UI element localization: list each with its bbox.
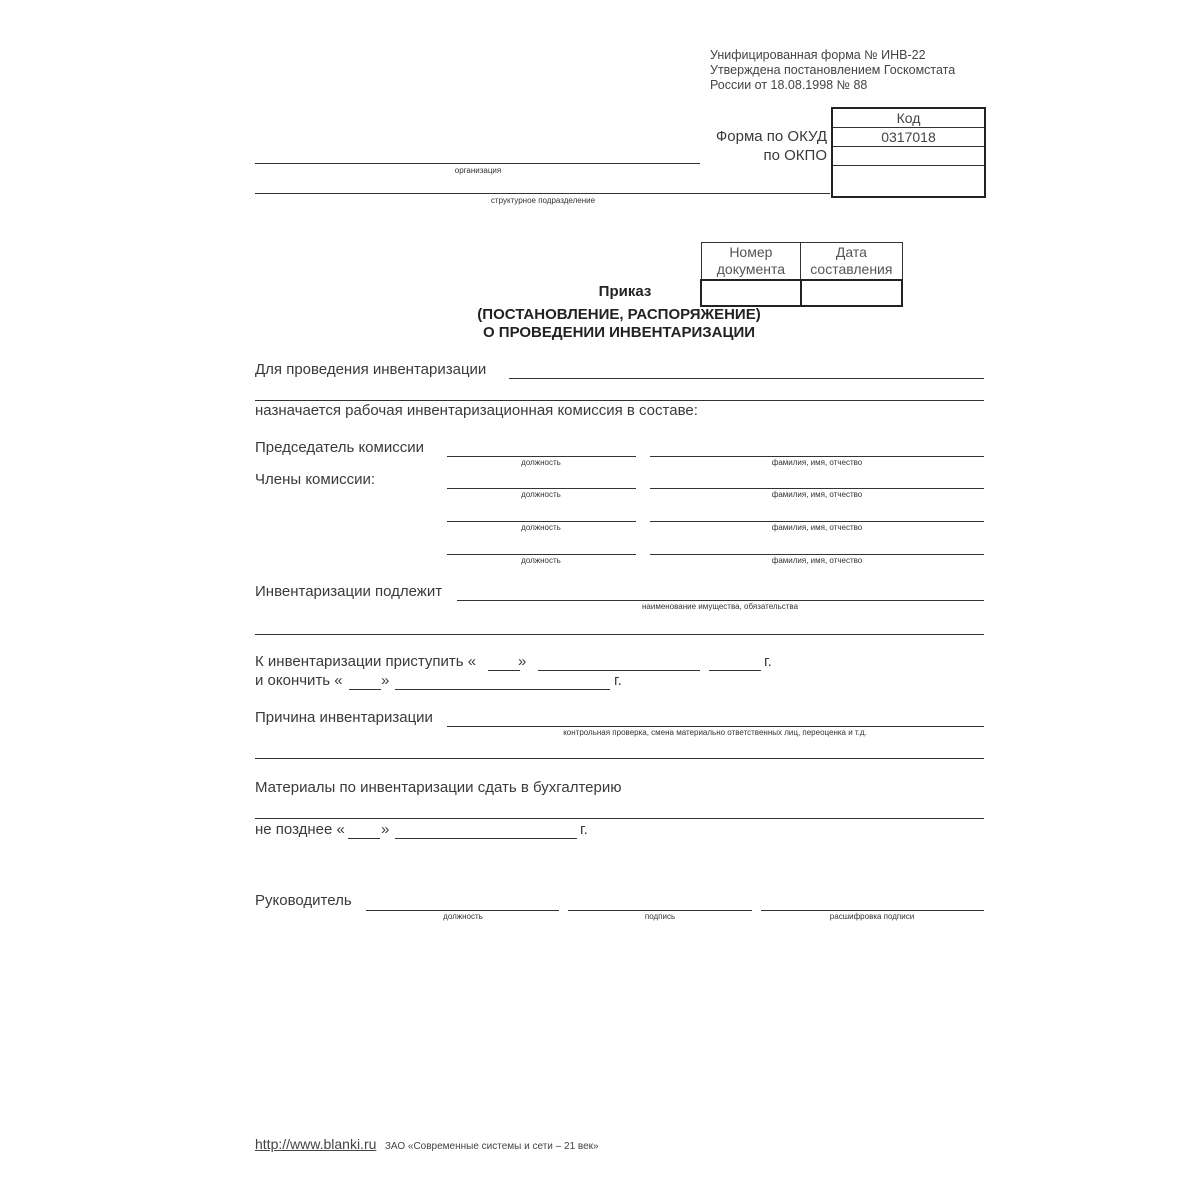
reason-line[interactable] — [447, 726, 984, 727]
for-inventory-line-2[interactable] — [255, 400, 984, 401]
okud-label: Форма по ОКУД — [715, 128, 827, 145]
member3-fio-line[interactable] — [650, 554, 984, 555]
head-signature-caption: подпись — [644, 912, 676, 921]
title-line3: О ПРОВЕДЕНИИ ИНВЕНТАРИЗАЦИИ — [482, 324, 756, 341]
doc-date-header-line2: составления — [810, 261, 893, 277]
end-label: и окончить « — [255, 672, 343, 689]
materials-line[interactable] — [255, 818, 984, 819]
head-label: Руководитель — [255, 892, 352, 909]
head-signature-decode-caption: расшифровка подписи — [829, 912, 915, 921]
member3-position-caption: должность — [521, 556, 561, 565]
deadline-year-mark: г. — [580, 821, 588, 838]
department-caption: структурное подразделение — [490, 196, 596, 205]
footer-url-link[interactable]: http://www.blanki.ru — [255, 1136, 377, 1152]
form-header — [710, 48, 955, 93]
reason-line-2[interactable] — [255, 758, 984, 759]
approval-line: Утверждена постановлением Госкомстата — [710, 63, 956, 77]
organization-caption: организация — [454, 166, 502, 175]
chairman-label: Председатель комиссии — [255, 439, 424, 456]
doc-number-header-line2: документа — [716, 261, 785, 277]
okpo-value-cell[interactable] — [832, 147, 985, 166]
department-line[interactable] — [255, 193, 830, 194]
member3-fio-caption: фамилия, имя, отчество — [771, 556, 863, 565]
subject-caption: наименование имущества, обязательства — [641, 602, 799, 611]
start-year-mark: г. — [764, 653, 772, 670]
for-inventory-line[interactable] — [509, 378, 984, 379]
title-line2: (ПОСТАНОВЛЕНИЕ, РАСПОРЯЖЕНИЕ) — [477, 306, 761, 323]
chairman-fio-line[interactable] — [650, 456, 984, 457]
chairman-fio-caption: фамилия, имя, отчество — [771, 458, 863, 467]
code-column-header: Код — [832, 108, 985, 128]
head-signature-line[interactable] — [568, 910, 752, 911]
start-label: К инвентаризации приступить « — [255, 653, 477, 670]
head-signature-decode-line[interactable] — [761, 910, 984, 911]
member2-fio-caption: фамилия, имя, отчество — [771, 523, 863, 532]
member2-fio-line[interactable] — [650, 521, 984, 522]
codes-table — [831, 107, 986, 198]
subject-line-2[interactable] — [255, 634, 984, 635]
head-position-line[interactable] — [366, 910, 559, 911]
deadline-quote-close: » — [381, 821, 390, 838]
footer — [255, 1136, 599, 1154]
member1-position-line[interactable] — [447, 488, 636, 489]
okpo-label: по ОКПО — [763, 147, 827, 164]
members-label: Члены комиссии: — [255, 471, 376, 488]
organization-line[interactable] — [255, 163, 700, 164]
end-year-mark: г. — [614, 672, 622, 689]
title-line1: Приказ — [598, 283, 652, 300]
start-quote-close: » — [518, 653, 527, 670]
form-number-line: Унифицированная форма № ИНВ-22 — [710, 48, 926, 62]
doc-date-header — [801, 243, 902, 281]
end-month-year-line[interactable] — [395, 689, 610, 690]
member1-fio-line[interactable] — [650, 488, 984, 489]
reason-label: Причина инвентаризации — [255, 709, 433, 726]
end-quote-close: » — [381, 672, 390, 689]
deadline-label: не позднее « — [255, 821, 345, 838]
reason-caption: контрольная проверка, смена материально ответственных лиц, переоценка и т.д. — [563, 728, 867, 737]
doc-number-header-line1: Номер — [729, 244, 773, 260]
doc-date-cell[interactable] — [801, 280, 902, 306]
doc-number-header — [701, 243, 801, 281]
extra-code-cell[interactable] — [832, 166, 985, 198]
deadline-month-year-line[interactable] — [395, 838, 577, 839]
chairman-position-caption: должность — [521, 458, 561, 467]
for-inventory-label: Для проведения инвентаризации — [255, 361, 487, 378]
end-day-line[interactable] — [349, 689, 381, 690]
start-day-line[interactable] — [488, 670, 520, 671]
start-year-line[interactable] — [709, 670, 761, 671]
commission-label: назначается рабочая инвентаризационная комиссия в составе: — [255, 402, 698, 419]
materials-label: Материалы по инвентаризации сдать в бухгалтерию — [255, 779, 622, 796]
document-table — [700, 242, 903, 307]
member1-position-caption: должность — [521, 490, 561, 499]
head-position-caption: должность — [443, 912, 483, 921]
member1-fio-caption: фамилия, имя, отчество — [771, 490, 863, 499]
footer-company: ЗАО «Современные системы и сети – 21 век» — [384, 1141, 599, 1152]
deadline-day-line[interactable] — [348, 838, 380, 839]
okud-value-cell[interactable]: 0317018 — [832, 128, 985, 147]
subject-line[interactable] — [457, 600, 984, 601]
doc-number-cell[interactable] — [701, 280, 801, 306]
approval-date-line: России от 18.08.1998 № 88 — [710, 78, 868, 92]
subject-label: Инвентаризации подлежит — [255, 583, 443, 600]
start-month-line[interactable] — [538, 670, 700, 671]
member2-position-line[interactable] — [447, 521, 636, 522]
chairman-position-line[interactable] — [447, 456, 636, 457]
doc-date-header-line1: Дата — [835, 244, 867, 260]
member2-position-caption: должность — [521, 523, 561, 532]
member3-position-line[interactable] — [447, 554, 636, 555]
